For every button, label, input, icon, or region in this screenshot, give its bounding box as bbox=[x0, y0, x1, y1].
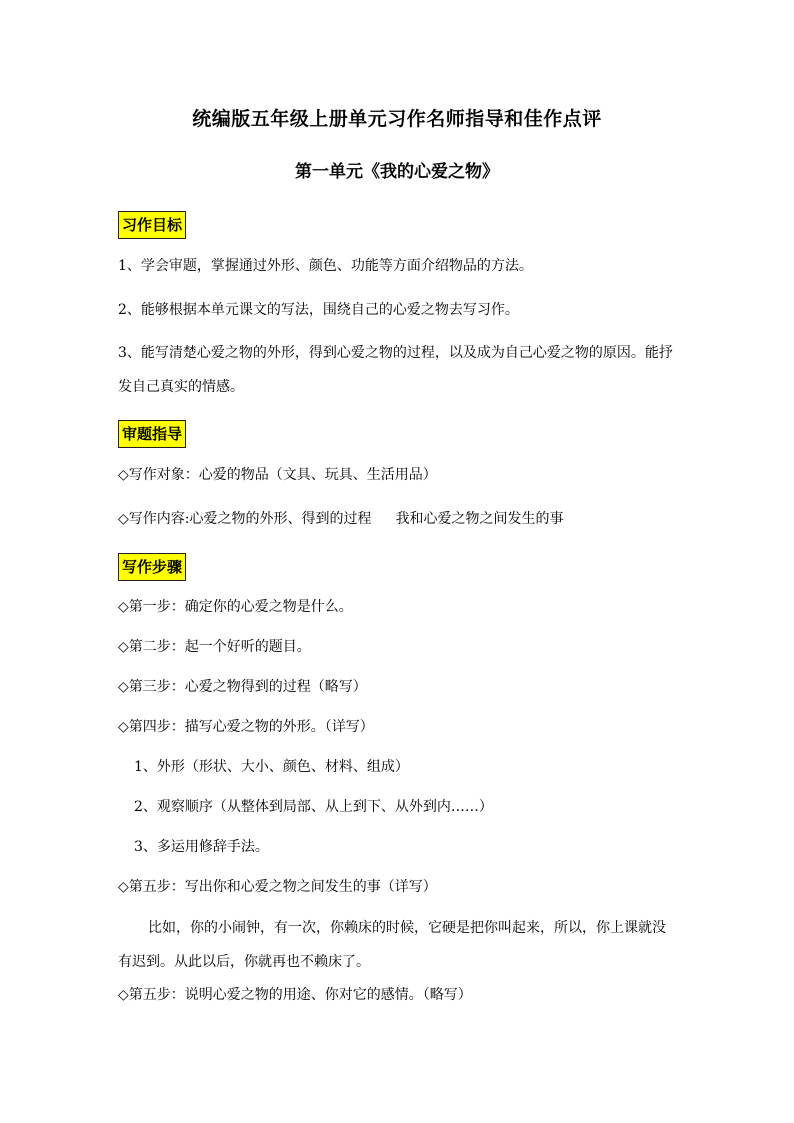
step-5-example: 比如，你的小闹钟，有一次，你赖床的时候，它硬是把你叫起来，所以，你上课就没有迟到。从此以后，你就再也不赖床了。 bbox=[118, 920, 666, 970]
step-1: ◇第一步：确定你的心爱之物是什么。 bbox=[118, 599, 353, 615]
topic-content-part1: ◇写作内容:心爱之物的外形、得到的过程 bbox=[118, 511, 372, 527]
section-heading-steps: 写作步骤 bbox=[118, 553, 186, 581]
topic-object: ◇写作对象：心爱的物品（文具、玩具、生活用品） bbox=[118, 467, 437, 483]
goal-item-1: 1、学会审题，掌握通过外形、颜色、功能等方面介绍物品的方法。 bbox=[118, 258, 533, 274]
step-4-sub-1: 1、外形（形状、大小、颜色、材料、组成） bbox=[134, 759, 409, 775]
topic-content-part2: 我和心爱之物之间发生的事 bbox=[395, 511, 564, 527]
step-2: ◇第二步：起一个好听的题目。 bbox=[118, 639, 311, 655]
document-subtitle: 第一单元《我的心爱之物》 bbox=[295, 162, 499, 182]
section-heading-goals: 习作目标 bbox=[118, 211, 186, 239]
step-4: ◇第四步：描写心爱之物的外形。（详写） bbox=[118, 719, 374, 735]
step-3: ◇第三步：心爱之物得到的过程（略写） bbox=[118, 679, 367, 695]
goal-item-3: 3、能写清楚心爱之物的外形，得到心爱之物的过程，以及成为自己心爱之物的原因。能抒发自己真实的情感。 bbox=[118, 345, 673, 395]
topic-content bbox=[118, 509, 563, 529]
step-5: ◇第五步：写出你和心爱之物之间发生的事（详写） bbox=[118, 879, 437, 895]
section-heading-topic: 审题指导 bbox=[118, 420, 186, 448]
goal-item-2: 2、能够根据本单元课文的写法，围绕自己的心爱之物去写习作。 bbox=[118, 302, 519, 318]
step-6: ◇第五步：说明心爱之物的用途、你对它的感情。（略写） bbox=[118, 987, 472, 1003]
step-4-sub-2: 2、观察顺序（从整体到局部、从上到下、从外到内……） bbox=[134, 799, 493, 815]
document-title: 统编版五年级上册单元习作名师指导和佳作点评 bbox=[192, 108, 602, 130]
step-4-sub-3: 3、多运用修辞手法。 bbox=[134, 839, 269, 855]
